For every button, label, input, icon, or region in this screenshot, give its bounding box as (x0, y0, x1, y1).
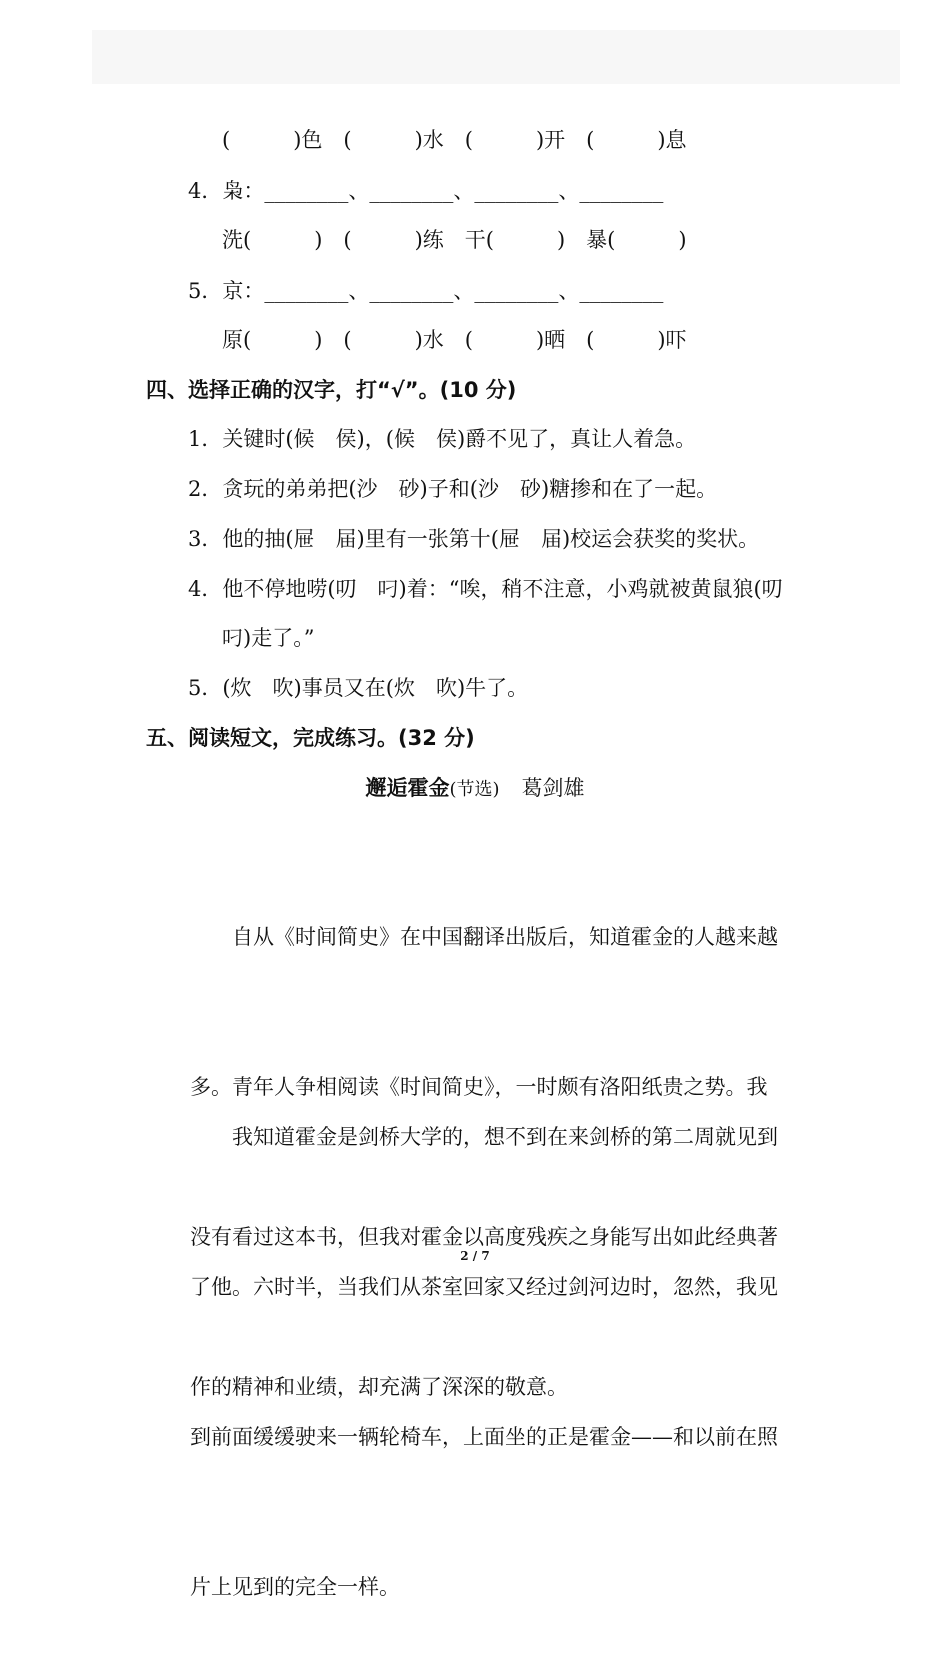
passage-title (0, 773, 950, 805)
section4-item-1: 1．关键时(候 侯)，(候 侯)爵不见了，真让人着急。 (188, 427, 697, 451)
fill-line-3: 洗( ) ( )练 干( ) 暴( ) (222, 228, 687, 252)
section4-item-5: 5．(炊 吹)事员又在(炊 吹)牛了。 (188, 676, 529, 700)
section4-heading: 四、选择正确的汉字，打“√”。(10 分) (146, 378, 517, 402)
passage-author: 葛剑雄 (521, 776, 585, 800)
section4-item-4-cont: 叼)走了。” (222, 626, 315, 650)
paragraph-line: 多。青年人争相阅读《时间简史》，一时颇有洛阳纸贵之势。我 (190, 1075, 768, 1099)
fill-line-5: 原( ) ( )水 ( )晒 ( )吓 (222, 328, 687, 352)
page-number: 2 / 7 (460, 1249, 490, 1263)
fill-line-1: ( )色 ( )水 ( )开 ( )息 (222, 128, 687, 152)
section4-item-2: 2．贪玩的弟弟把(沙 砂)子和(沙 砂)糖掺和在了一起。 (188, 477, 718, 501)
paragraph-line: 了他。六时半，当我们从茶室回家又经过剑河边时，忽然，我见 (190, 1275, 778, 1299)
passage-title-note: (节选) (449, 779, 500, 800)
paragraph-line: 作的精神和业绩，却充满了深深的敬意。 (190, 1375, 568, 1399)
passage-title-main: 邂逅霍金 (365, 776, 450, 800)
passage-paragraph-2 (190, 1012, 778, 1662)
paragraph-line: 片上见到的完全一样。 (190, 1575, 400, 1599)
paragraph-line: 自从《时间简史》在中国翻译出版后，知道霍金的人越来越 (190, 925, 778, 949)
fill-line-4: 5．京：________、________、________、________ (188, 279, 664, 303)
header-band (92, 30, 900, 84)
section4-item-4: 4．他不停地唠(叨 叼)着：“唉，稍不注意，小鸡就被黄鼠狼(叨 (188, 577, 783, 601)
section4-item-3: 3．他的抽(屉 届)里有一张第十(屉 届)校运会获奖的奖状。 (188, 527, 760, 551)
fill-line-2: 4．枭：________、________、________、________ (188, 179, 664, 203)
paragraph-line: 没有看过这本书，但我对霍金以高度残疾之身能写出如此经典著 (190, 1225, 778, 1249)
paragraph-line: 我知道霍金是剑桥大学的，想不到在来剑桥的第二周就见到 (190, 1125, 778, 1149)
section5-heading: 五、阅读短文，完成练习。(32 分) (146, 726, 475, 750)
paragraph-line: 到前面缓缓驶来一辆轮椅车，上面坐的正是霍金——和以前在照 (190, 1425, 778, 1449)
